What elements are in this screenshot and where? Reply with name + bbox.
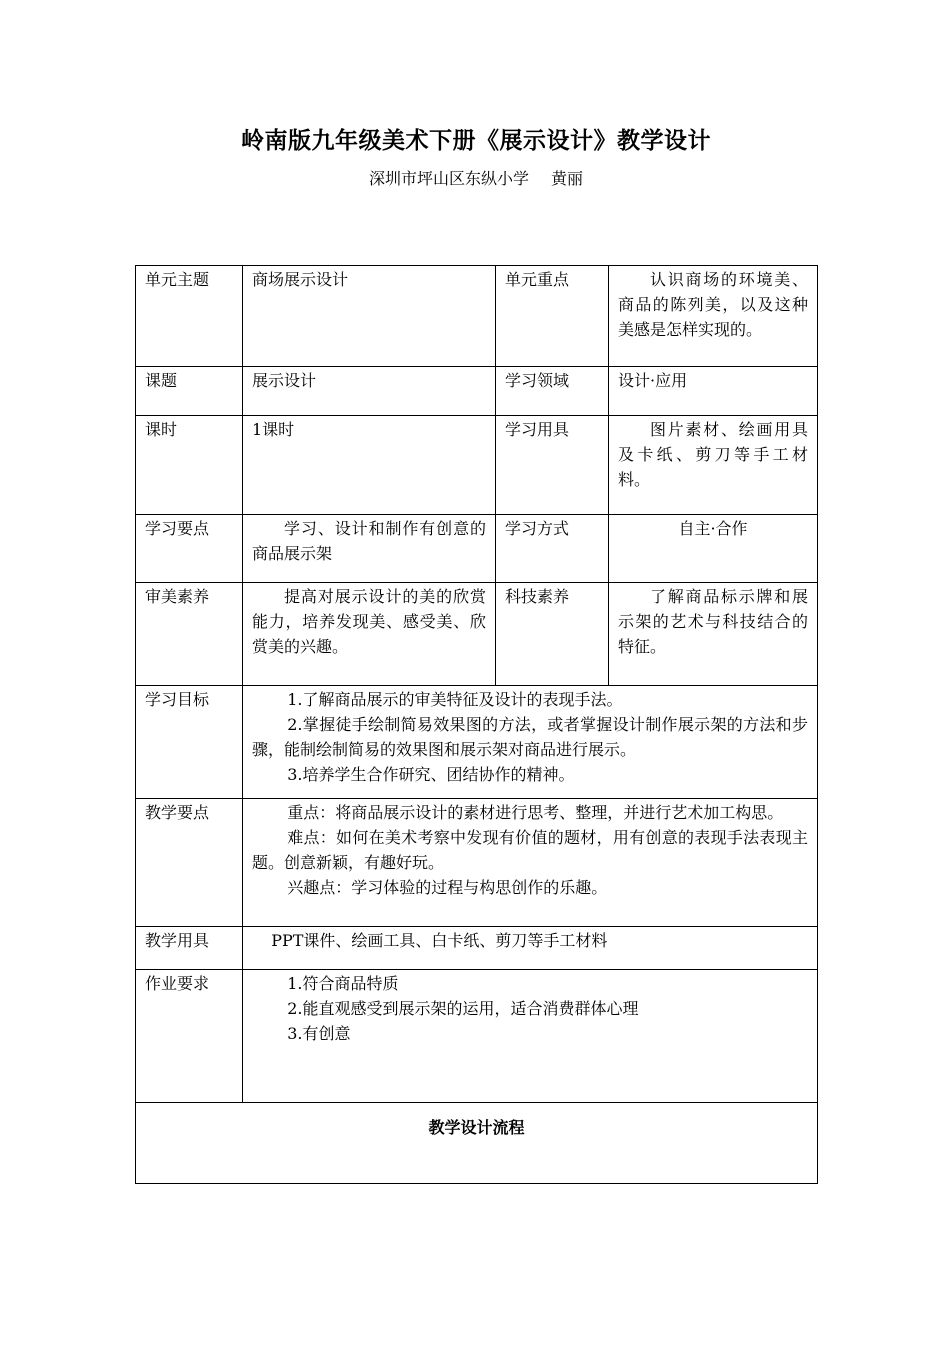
cell-label: 学习用具	[496, 416, 609, 515]
document-title: 岭南版九年级美术下册《展示设计》教学设计	[241, 127, 711, 154]
document-byline	[0, 166, 952, 192]
list-item: 2.掌握徒手绘制简易效果图的方法，或者掌握设计制作展示架的方法和步骤，能制绘制简易的效果图和展示架对商品进行展示。	[252, 715, 808, 759]
cell-label: 学习目标	[136, 686, 243, 799]
cell-label: 课题	[136, 367, 243, 416]
cell-value: 1课时	[243, 416, 496, 515]
teaching-points	[243, 799, 818, 927]
cell-label: 单元主题	[136, 266, 243, 367]
cell-label: 科技素养	[496, 583, 609, 686]
list-item: 1.符合商品特质	[287, 974, 399, 993]
table-row	[136, 583, 818, 686]
cell-value: 商场展示设计	[243, 266, 496, 367]
table-row	[136, 970, 818, 1103]
list-item: 2.能直观感受到展示架的运用，适合消费群体心理	[287, 999, 639, 1018]
author-name: 黄丽	[551, 169, 584, 188]
table-row	[136, 799, 818, 927]
cell-value: PPT课件、绘画工具、白卡纸、剪刀等手工材料	[243, 927, 818, 970]
list-item: 兴趣点：学习体验的过程与构思创作的乐趣。	[287, 878, 608, 897]
list-item: 3.有创意	[287, 1024, 351, 1043]
school-name: 深圳市坪山区东纵小学	[368, 169, 529, 188]
list-item: 3.培养学生合作研究、团结协作的精神。	[287, 765, 575, 784]
table-row	[136, 1103, 818, 1184]
cell-value: 展示设计	[243, 367, 496, 416]
cell-value: 图片素材、绘画用具及卡纸、剪刀等手工材料。	[609, 416, 818, 515]
table-row	[136, 266, 818, 367]
section-heading: 教学设计流程	[136, 1103, 818, 1184]
cell-label: 单元重点	[496, 266, 609, 367]
cell-value: 了解商品标示牌和展示架的艺术与科技结合的特征。	[609, 583, 818, 686]
lesson-plan-table	[135, 265, 818, 1184]
table-row	[136, 515, 818, 583]
list-item: 重点：将商品展示设计的素材进行思考、整理，并进行艺术加工构思。	[287, 803, 784, 822]
table-row	[136, 686, 818, 799]
cell-label: 审美素养	[136, 583, 243, 686]
cell-value: 自主·合作	[609, 515, 818, 583]
cell-label: 教学要点	[136, 799, 243, 927]
cell-label: 学习要点	[136, 515, 243, 583]
cell-label: 教学用具	[136, 927, 243, 970]
cell-value: 认识商场的环境美、商品的陈列美，以及这种美感是怎样实现的。	[609, 266, 818, 367]
list-item: 难点：如何在美术考察中发现有价值的题材，用有创意的表现手法表现主题。创意新颖，有趣好玩。	[252, 828, 808, 872]
cell-label: 学习领域	[496, 367, 609, 416]
table-row	[136, 367, 818, 416]
learning-goals	[243, 686, 818, 799]
cell-label: 课时	[136, 416, 243, 515]
cell-label: 作业要求	[136, 970, 243, 1103]
homework-requirements	[243, 970, 818, 1103]
cell-value: 学习、设计和制作有创意的商品展示架	[243, 515, 496, 583]
cell-label: 学习方式	[496, 515, 609, 583]
cell-value: 设计·应用	[609, 367, 818, 416]
table-row	[136, 927, 818, 970]
cell-value: 提高对展示设计的美的欣赏能力，培养发现美、感受美、欣赏美的兴趣。	[243, 583, 496, 686]
table-row	[136, 416, 818, 515]
list-item: 1.了解商品展示的审美特征及设计的表现手法。	[287, 690, 623, 709]
